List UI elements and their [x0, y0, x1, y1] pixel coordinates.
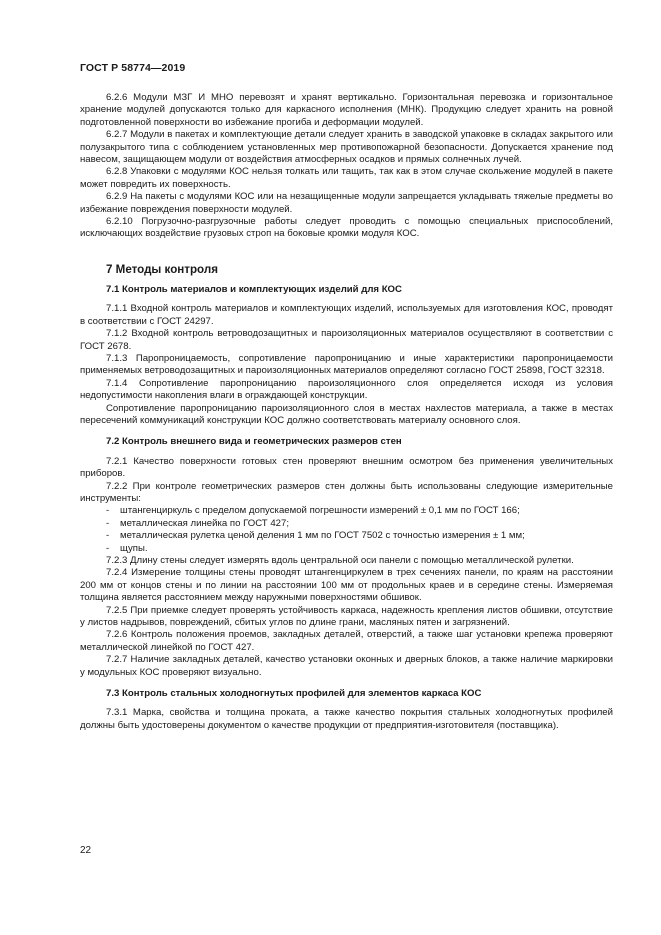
list-item: - щупы. [106, 543, 613, 555]
paragraph-7-2-7: 7.2.7 Наличие закладных деталей, качество установки оконных и дверных блоков, а также наличие маркировки у модульных КОС проверяют визуально. [80, 654, 613, 678]
paragraph-7-2-2: 7.2.2 При контроле геометрических размеров стен должны быть использованы следующие измерительные инструменты: [80, 480, 613, 504]
page-number: 22 [80, 845, 92, 856]
subsection-7-1-heading: 7.1 Контроль материалов и комплектующих изделий для КОС [106, 283, 402, 295]
document-code-header: ГОСТ Р 58774—2019 [80, 62, 186, 74]
subsection-7-2-heading: 7.2 Контроль внешнего вида и геометрических размеров стен [106, 436, 402, 448]
list-item: - металлическая рулетка ценой деления 1 мм по ГОСТ 7502 с точностью измерения ± 1 мм; [106, 530, 613, 542]
list-item: - штангенциркуль с пределом допускаемой погрешности измерений ± 0,1 мм по ГОСТ 166; [106, 505, 613, 517]
paragraph-7-2-3: 7.2.3 Длину стены следует измерять вдоль центральной оси панели с помощью металлической рулетки. [106, 555, 574, 566]
paragraph-6-2-8: 6.2.8 Упаковки с модулями КОС нельзя толкать или тащить, так как в этом случае скольжение модулей в пакете может повредить их поверхность. [80, 166, 613, 190]
document-body [80, 92, 613, 732]
paragraph-7-2-1: 7.2.1 Качество поверхности готовых стен проверяют внешним осмотром без применения увеличительных приборов. [80, 455, 613, 480]
paragraph-6-2-7: 6.2.7 Модули в пакетах и комплектующие детали следует хранить в заводской упаковке в складах закрытого или полузакрытого типа с соблюдением установленных мер противопожарной безопасности. Допускается хранение под навесом, защищающем модули от воздействия атмосферных осадков и прямых солнечных лучей. [80, 129, 613, 166]
paragraph-7-1-2: 7.1.2 Входной контроль ветроводозащитных и пароизоляционных материалов осуществляют в соответствии с ГОСТ 2678. [80, 328, 613, 352]
paragraph-6-2-6: 6.2.6 Модули МЗГ И МНО перевозят и хранят вертикально. Горизонтальная перевозка и горизонтальное хранение модулей допускаются только для каркасного исполнения (МНК). Продукцию следует хранить на ровной подготовленной поверхности во избежание прогиба и деформации модулей. [80, 92, 613, 128]
paragraph-7-1-1: 7.1.1 Входной контроль материалов и комплектующих изделий, используемых для изготовления КОС, проводят в соответствии с ГОСТ 24297. [80, 303, 613, 327]
subsection-7-3-heading: 7.3 Контроль стальных холодногнутых профилей для элементов каркаса КОС [106, 688, 482, 700]
paragraph-7-1-3: 7.1.3 Паропроницаемость, сопротивление паропроницанию и иные характеристики паропроницаемости применяемых ветроводозащитных и пароизоляционных материалов определяют согласно ГОСТ 25898, ГОСТ 32318. [80, 352, 613, 377]
paragraph-7-2-6: 7.2.6 Контроль положения проемов, закладных деталей, отверстий, а также шаг установки крепежа проверяют металлической линейкой по ГОСТ 427. [80, 629, 613, 653]
paragraph-7-3-1: 7.3.1 Марка, свойства и толщина проката, а также качество покрытия стальных холодногнутых профилей должны быть удостоверены документом о качестве продукции от предприятия-изготовителя (поставщика). [80, 707, 613, 731]
paragraph-7-1-4: 7.1.4 Сопротивление паропроницанию пароизоляционного слоя определяется исходя из условия недопустимости накопления влаги в ограждающей конструкции. [80, 377, 613, 402]
paragraph-7-2-4: 7.2.4 Измерение толщины стены проводят штангенциркулем в трех сечениях панели, по краям на расстоянии 200 мм от концов стены и по линии на расстоянии 100 мм от продольных краев и в середине стены. Измеряемая толщина является расстоянием между наружными поверхностями обшивок. [80, 567, 613, 604]
paragraph-6-2-10: 6.2.10 Погрузочно-разгрузочные работы следует проводить с помощью специальных приспособлений, исключающих воздействие грузовых строп на боковые кромки модуля КОС. [80, 216, 613, 240]
paragraph-7-2-5: 7.2.5 При приемке следует проверять устойчивость каркаса, надежность крепления листов обшивки, отсутствие у листов надрывов, повреждений, сбитых углов по длине грани, масляных пятен и загрязнений. [80, 604, 613, 629]
list-item: - металлическая линейка по ГОСТ 427; [106, 518, 613, 530]
paragraph-6-2-9: 6.2.9 На пакеты с модулями КОС или на незащищенные модули запрещается укладывать тяжелые предметы во избежание повреждения поверхности модулей. [80, 191, 613, 215]
tools-list [80, 505, 613, 555]
section-7-heading: 7 Методы контроля [106, 262, 218, 276]
paragraph-7-1-4-continued: Сопротивление паропроницанию пароизоляционного слоя в местах нахлестов материала, а также в местах пересечений коммуникаций конструкции КОС должно соответствовать материалу основного слоя. [80, 402, 613, 426]
